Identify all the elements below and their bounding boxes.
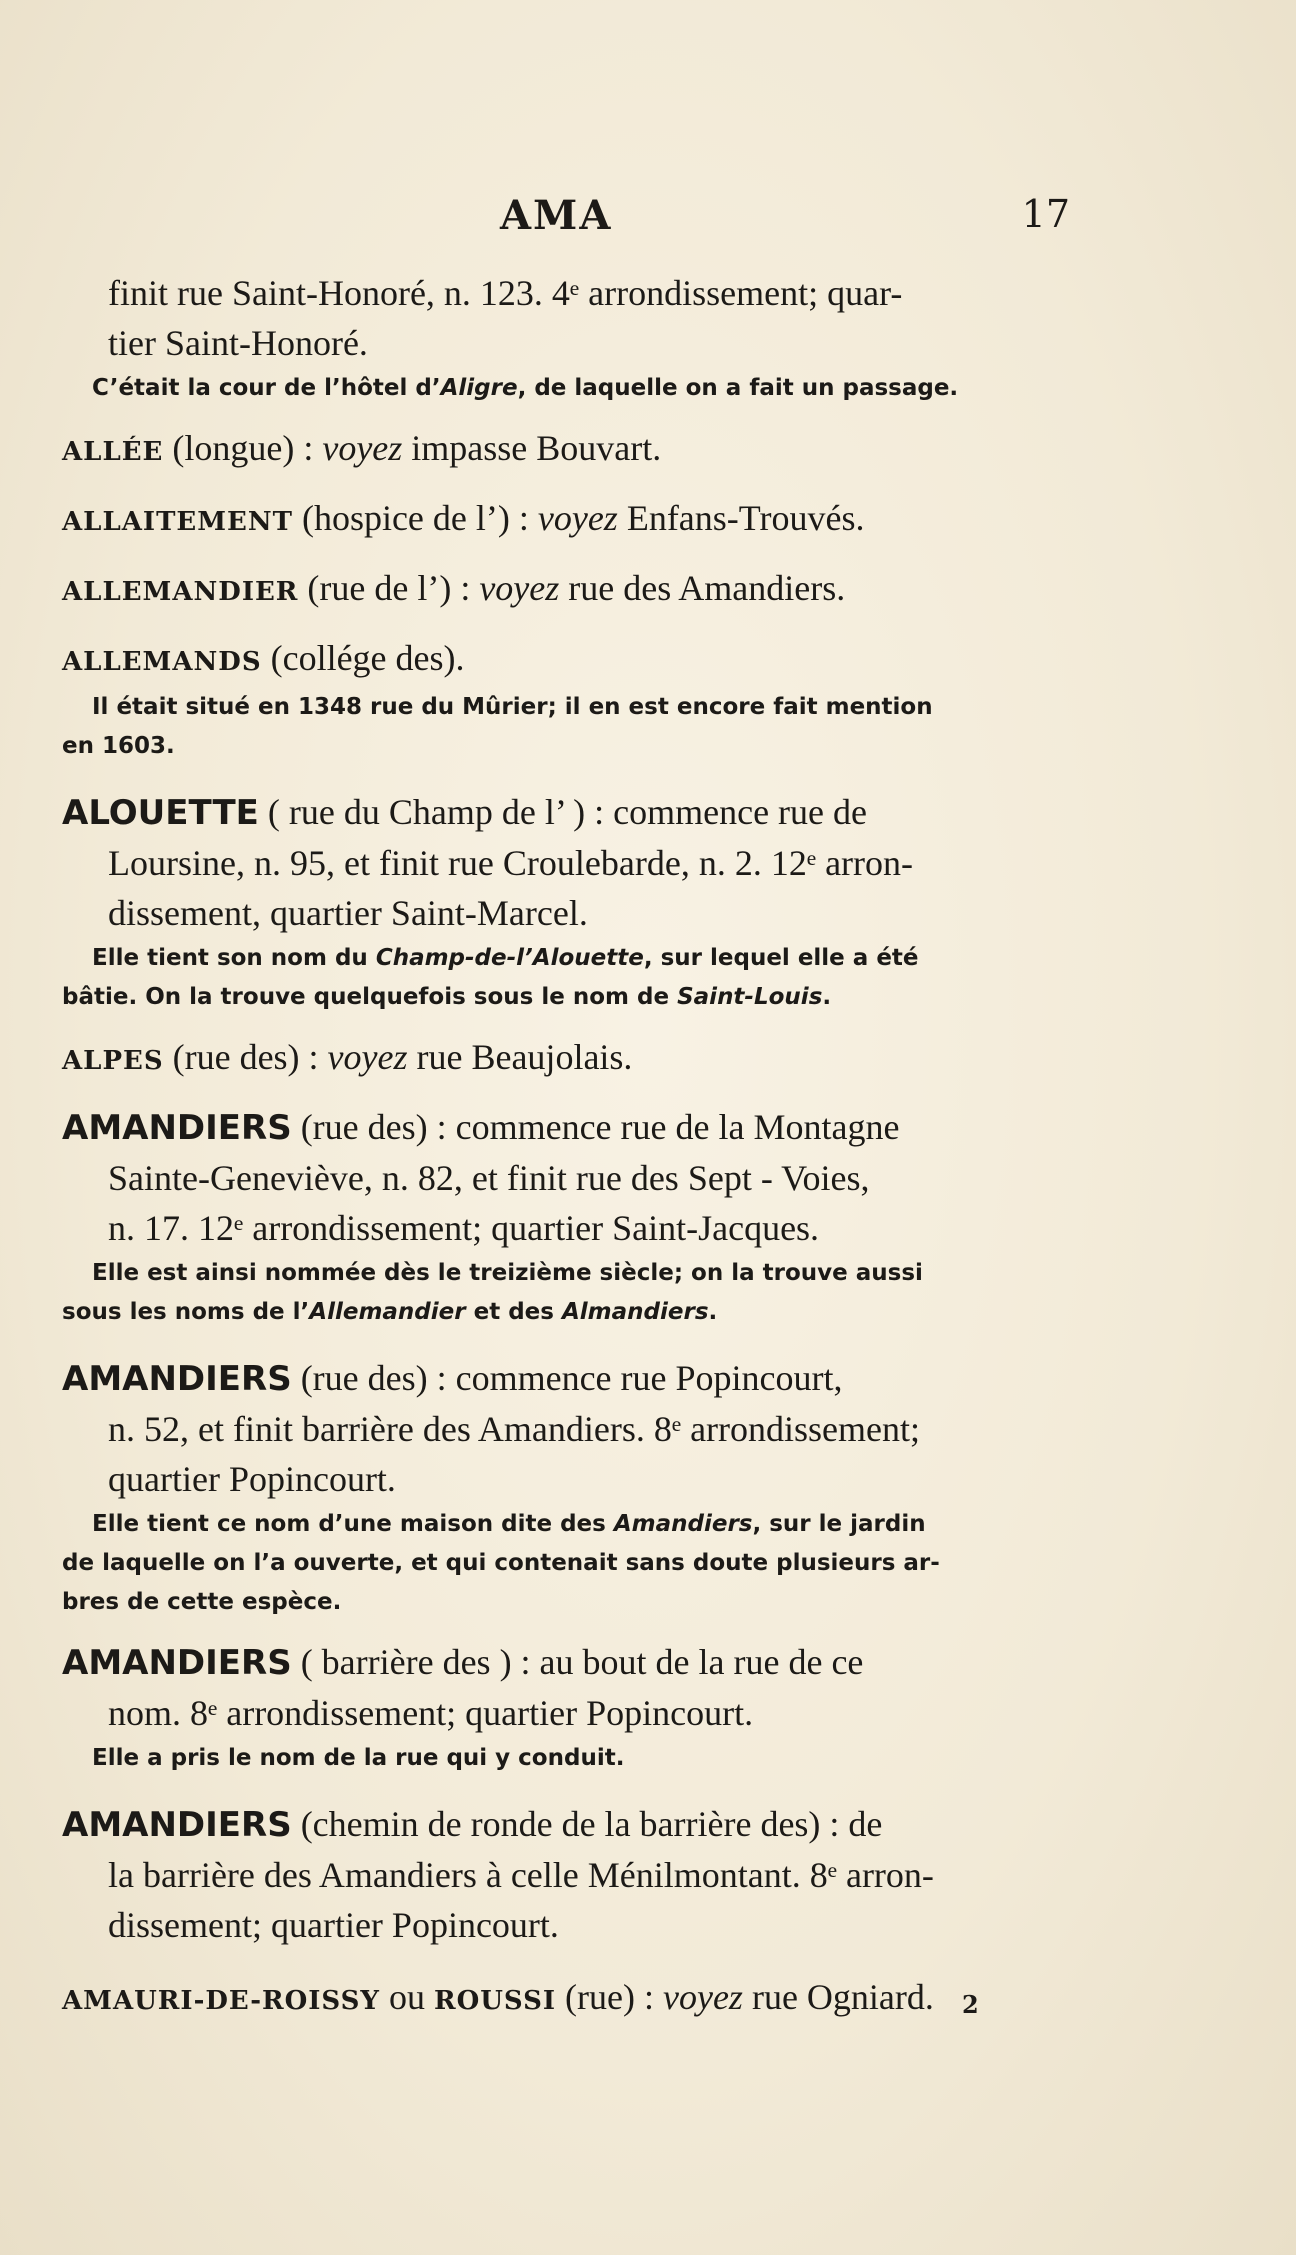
entry-head: AMANDIERS (62, 1805, 292, 1845)
entry-line: nom. 8ᵉ arrondissement; quartier Popincourt. (108, 1693, 754, 1733)
voyez-italic: voyez (479, 568, 560, 608)
entry-head: ALLEMANDIER (62, 577, 299, 607)
entry-amauri (62, 1972, 1082, 2026)
entry-line: quartier Popincourt. (108, 1459, 396, 1499)
entry-note: Elle a pris le nom de la rue qui y conduit. (92, 1745, 625, 1771)
entry-amandiers-2 (62, 1353, 1082, 1621)
entry-allemandier (62, 563, 1082, 617)
entry-amandiers-4 (62, 1799, 1082, 1950)
entry-head: ROUSSI (433, 1986, 557, 2016)
entry-text: (rue de l’) : (298, 568, 480, 608)
entry-note: de laquelle on l’a ouverte, et qui contenait sans doute plusieurs ar- (62, 1550, 940, 1576)
voyez-italic: voyez (322, 428, 403, 468)
entry-head: AMANDIERS (62, 1359, 292, 1399)
entry-text: impasse Bouvart. (402, 428, 662, 468)
entry-text: (rue des) : commence rue Popincourt, (291, 1358, 843, 1398)
entry-line: n. 52, et finit barrière des Amandiers. 8ᵉ arrondissement; (108, 1409, 921, 1449)
entry-allee (62, 423, 1082, 477)
entry-note: C’était la cour de l’hôtel d’Aligre, de laquelle on a fait un passage. (92, 375, 959, 401)
entry-amandiers-3 (62, 1637, 1082, 1777)
entry-head: ALLAITEMENT (62, 507, 293, 537)
entry-text: rue Ogniard. (742, 1977, 934, 2017)
signature-mark: 2 (962, 1990, 979, 2019)
entry-text: rue des Amandiers. (559, 568, 846, 608)
entry-line: Loursine, n. 95, et finit rue Croulebarde, n. 2. 12ᵉ arron- (108, 843, 914, 883)
entry-text: (collége des). (261, 638, 465, 678)
entry-head: AMANDIERS (62, 1108, 292, 1148)
entry-text: (rue des) : commence rue de la Montagne (291, 1107, 900, 1147)
page-body (62, 268, 1082, 2026)
entry-text: (chemin de ronde de la barrière des) : de (291, 1804, 883, 1844)
entry-alouette (62, 787, 1082, 1016)
entry-text: (hospice de l’) : (292, 498, 538, 538)
entry-text: (longue) : (163, 428, 323, 468)
page-number: 17 (1021, 192, 1070, 236)
entry-line: n. 17. 12ᵉ arrondissement; quartier Saint-Jacques. (108, 1208, 820, 1248)
entry-text: ( rue du Champ de l’ ) : commence rue de (258, 792, 868, 832)
entry-note: en 1603. (62, 733, 175, 759)
entry-text: (rue) : (556, 1977, 663, 2017)
entry-note: Elle tient son nom du Champ-de-l’Alouette, sur lequel elle a été (92, 945, 919, 971)
entry-continuation (62, 268, 1082, 407)
entry-note: sous les noms de l’Allemandier et des Almandiers. (62, 1299, 718, 1325)
entry-line: Sainte-Geneviève, n. 82, et finit rue des Sept - Voies, (108, 1158, 870, 1198)
entry-text: rue Beaujolais. (407, 1037, 633, 1077)
entry-text: ou (379, 1977, 434, 2017)
entry-head: ALOUETTE (62, 793, 259, 833)
entry-allemands (62, 633, 1082, 765)
note-italic: Aligre (440, 375, 518, 401)
entry-head: ALLEMANDS (62, 647, 262, 677)
entry-head: ALPES (62, 1046, 164, 1076)
entry-head: AMAURI-DE-ROISSY (62, 1986, 380, 2016)
entry-note: Elle tient ce nom d’une maison dite des Amandiers, sur le jardin (92, 1511, 926, 1537)
entry-note: Elle est ainsi nommée dès le treizième siècle; on la trouve aussi (92, 1260, 923, 1286)
entry-line: tier Saint-Honoré. (108, 323, 368, 363)
entry-line: dissement, quartier Saint-Marcel. (108, 893, 588, 933)
entry-alpes (62, 1032, 1082, 1086)
entry-head: AMANDIERS (62, 1643, 292, 1683)
entry-line: la barrière des Amandiers à celle Ménilmontant. 8ᵉ arron- (108, 1855, 934, 1895)
entry-text: Enfans-Trouvés. (617, 498, 865, 538)
entry-note: bâtie. On la trouve quelquefois sous le nom de Saint-Louis. (62, 984, 832, 1010)
entry-head: ALLÉE (62, 437, 164, 467)
voyez-italic: voyez (663, 1977, 743, 2017)
entry-note: bres de cette espèce. (62, 1589, 342, 1615)
running-header (500, 192, 1080, 242)
entry-amandiers-1 (62, 1102, 1082, 1331)
voyez-italic: voyez (537, 498, 618, 538)
entry-text: ( barrière des ) : au bout de la rue de ce (291, 1642, 864, 1682)
entry-note: Il était situé en 1348 rue du Mûrier; il en est encore fait mention (92, 694, 933, 720)
voyez-italic: voyez (327, 1037, 408, 1077)
entry-line: finit rue Saint-Honoré, n. 123. 4ᵉ arrondissement; quar- (108, 273, 903, 313)
entry-allaitement (62, 493, 1082, 547)
header-title: AMA (500, 192, 613, 239)
entry-text: (rue des) : (163, 1037, 328, 1077)
entry-line: dissement; quartier Popincourt. (108, 1905, 559, 1945)
